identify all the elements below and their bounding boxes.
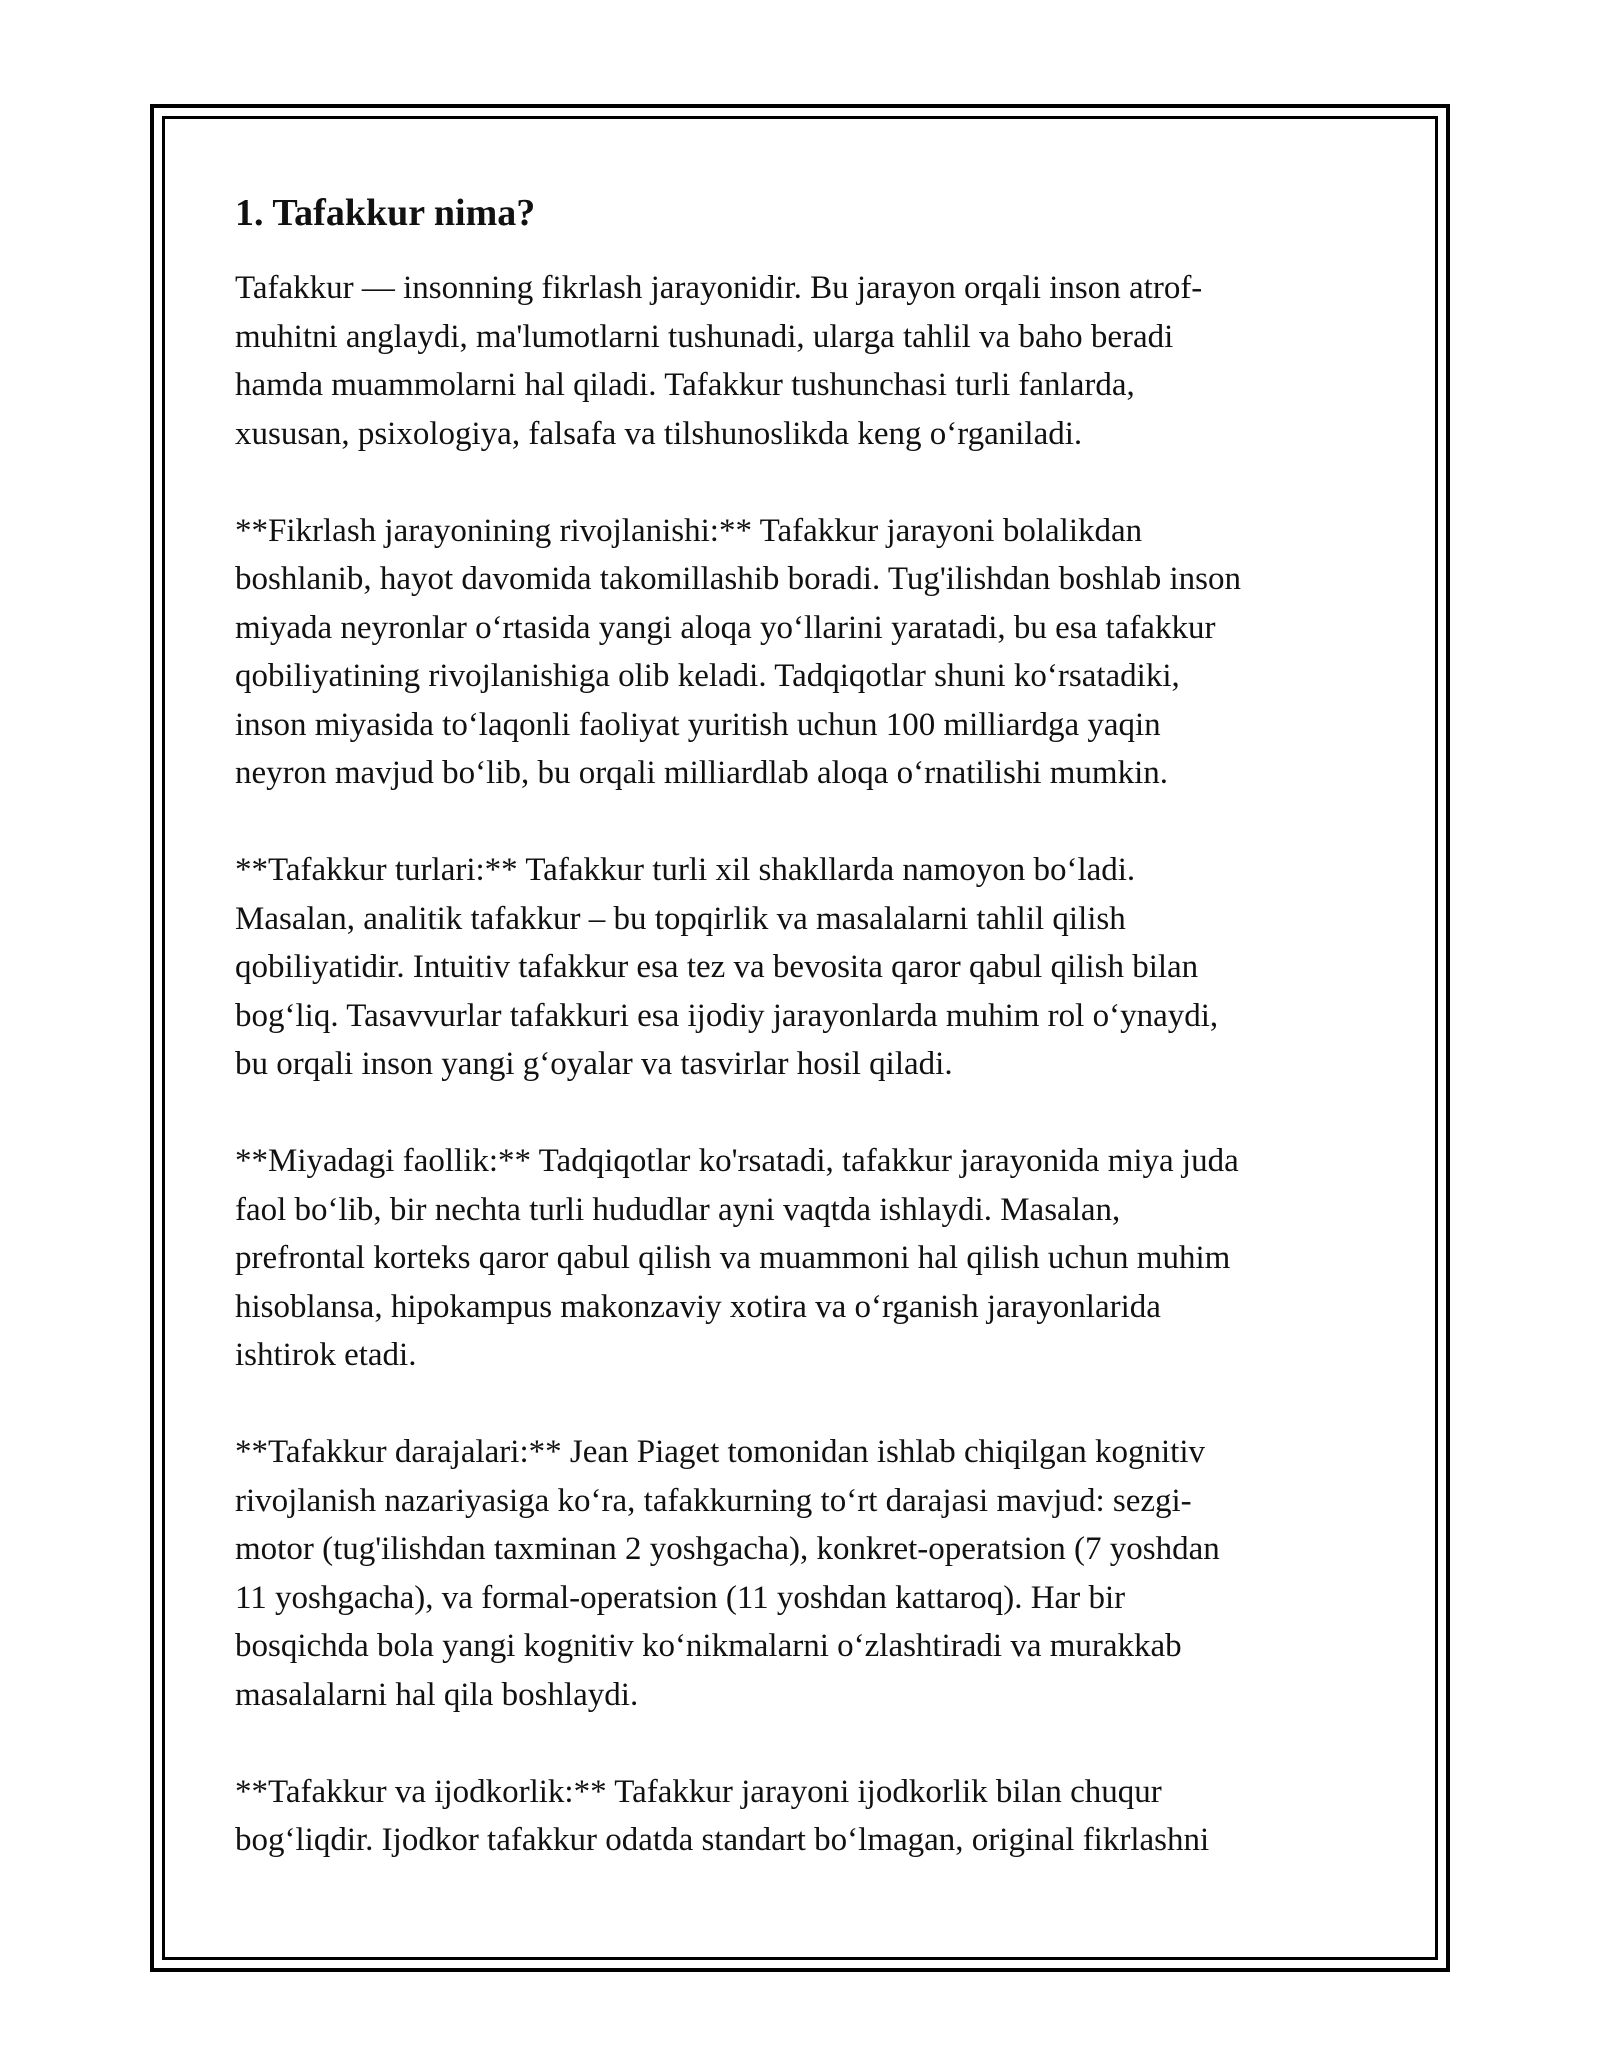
paragraph-types — [235, 846, 1375, 1089]
section-heading: 1. Tafakkur nima? — [235, 192, 536, 234]
text-line: qobiliyatidir. Intuitiv tafakkur esa tez va bevosita qaror qabul qilish bilan — [235, 949, 1199, 985]
text-line: bog‘liqdir. Ijodkor tafakkur odatda standart bo‘lmagan, original fikrlashni — [235, 1822, 1210, 1858]
text-line: Masalan, analitik tafakkur – bu topqirlik va masalalarni tahlil qilish — [235, 900, 1126, 937]
text-line: **Miyadagi faollik:** Tadqiqotlar ko'rsatadi, tafakkur jarayonida miya juda — [235, 1143, 1239, 1179]
text-line: hisoblansa, hipokampus makonzaviy xotira va o‘rganish jarayonlarida — [235, 1288, 1161, 1325]
text-line: **Tafakkur va ijodkorlik:** Tafakkur jarayoni ijodkorlik bilan chuqur — [235, 1773, 1162, 1810]
text-line: **Tafakkur darajalari:** Jean Piaget tomonidan ishlab chiqilgan kognitiv — [235, 1434, 1206, 1470]
text-line: Tafakkur — insonning fikrlash jarayonidir. Bu jarayon orqali inson atrof- — [235, 270, 1203, 306]
text-line: bog‘liq. Tasavvurlar tafakkuri esa ijodiy jarayonlarda muhim rol o‘ynaydi, — [235, 997, 1219, 1034]
document-body — [235, 190, 1375, 1913]
text-line: neyron mavjud bo‘lib, bu orqali milliardlab aloqa o‘rnatilishi mumkin. — [235, 755, 1168, 791]
text-line: motor (tug'ilishdan taxminan 2 yoshgacha), konkret-operatsion (7 yoshdan — [235, 1531, 1220, 1567]
text-line: bu orqali inson yangi g‘oyalar va tasvirlar hosil qiladi. — [235, 1046, 953, 1082]
text-line: bosqichda bola yangi kognitiv ko‘nikmalarni o‘zlashtiradi va murakkab — [235, 1628, 1182, 1664]
text-line: prefrontal korteks qaror qabul qilish va muammoni hal qilish uchun muhim — [235, 1240, 1231, 1276]
text-line: 11 yoshgacha), va formal-operatsion (11 yoshdan kattaroq). Har bir — [235, 1579, 1126, 1616]
text-line: xususan, psixologiya, falsafa va tilshunoslikda keng o‘rganiladi. — [235, 415, 1083, 452]
paragraph-levels — [235, 1428, 1375, 1719]
text-line: masalalarni hal qila boshlaydi. — [235, 1676, 639, 1713]
text-line: **Fikrlash jarayonining rivojlanishi:** Tafakkur jarayoni bolalikdan — [235, 512, 1143, 549]
text-line: miyada neyronlar o‘rtasida yangi aloqa yo‘llarini yaratadi, bu esa tafakkur — [235, 609, 1216, 646]
text-line: muhitni anglaydi, ma'lumotlarni tushunadi, ularga tahlil va baho beradi — [235, 318, 1174, 355]
text-line: ishtirok etadi. — [235, 1337, 417, 1373]
text-line: hamda muammolarni hal qiladi. Tafakkur tushunchasi turli fanlarda, — [235, 367, 1135, 403]
paragraph-brain-activity — [235, 1137, 1375, 1380]
paragraph-definition — [235, 264, 1375, 458]
text-line: boshlanib, hayot davomida takomillashib boradi. Tug'ilishdan boshlab inson — [235, 561, 1241, 597]
paragraph-creativity — [235, 1768, 1375, 1865]
paragraph-development — [235, 507, 1375, 798]
text-line: inson miyasida to‘laqonli faoliyat yuritish uchun 100 milliardga yaqin — [235, 706, 1161, 743]
text-line: **Tafakkur turlari:** Tafakkur turli xil shakllarda namoyon bo‘ladi. — [235, 852, 1136, 888]
text-line: qobiliyatining rivojlanishiga olib keladi. Tadqiqotlar shuni ko‘rsatadiki, — [235, 658, 1180, 694]
text-line: rivojlanish nazariyasiga ko‘ra, tafakkurning to‘rt darajasi mavjud: sezgi- — [235, 1482, 1192, 1519]
text-line: faol bo‘lib, bir nechta turli hududlar ayni vaqtda ishlaydi. Masalan, — [235, 1191, 1121, 1228]
